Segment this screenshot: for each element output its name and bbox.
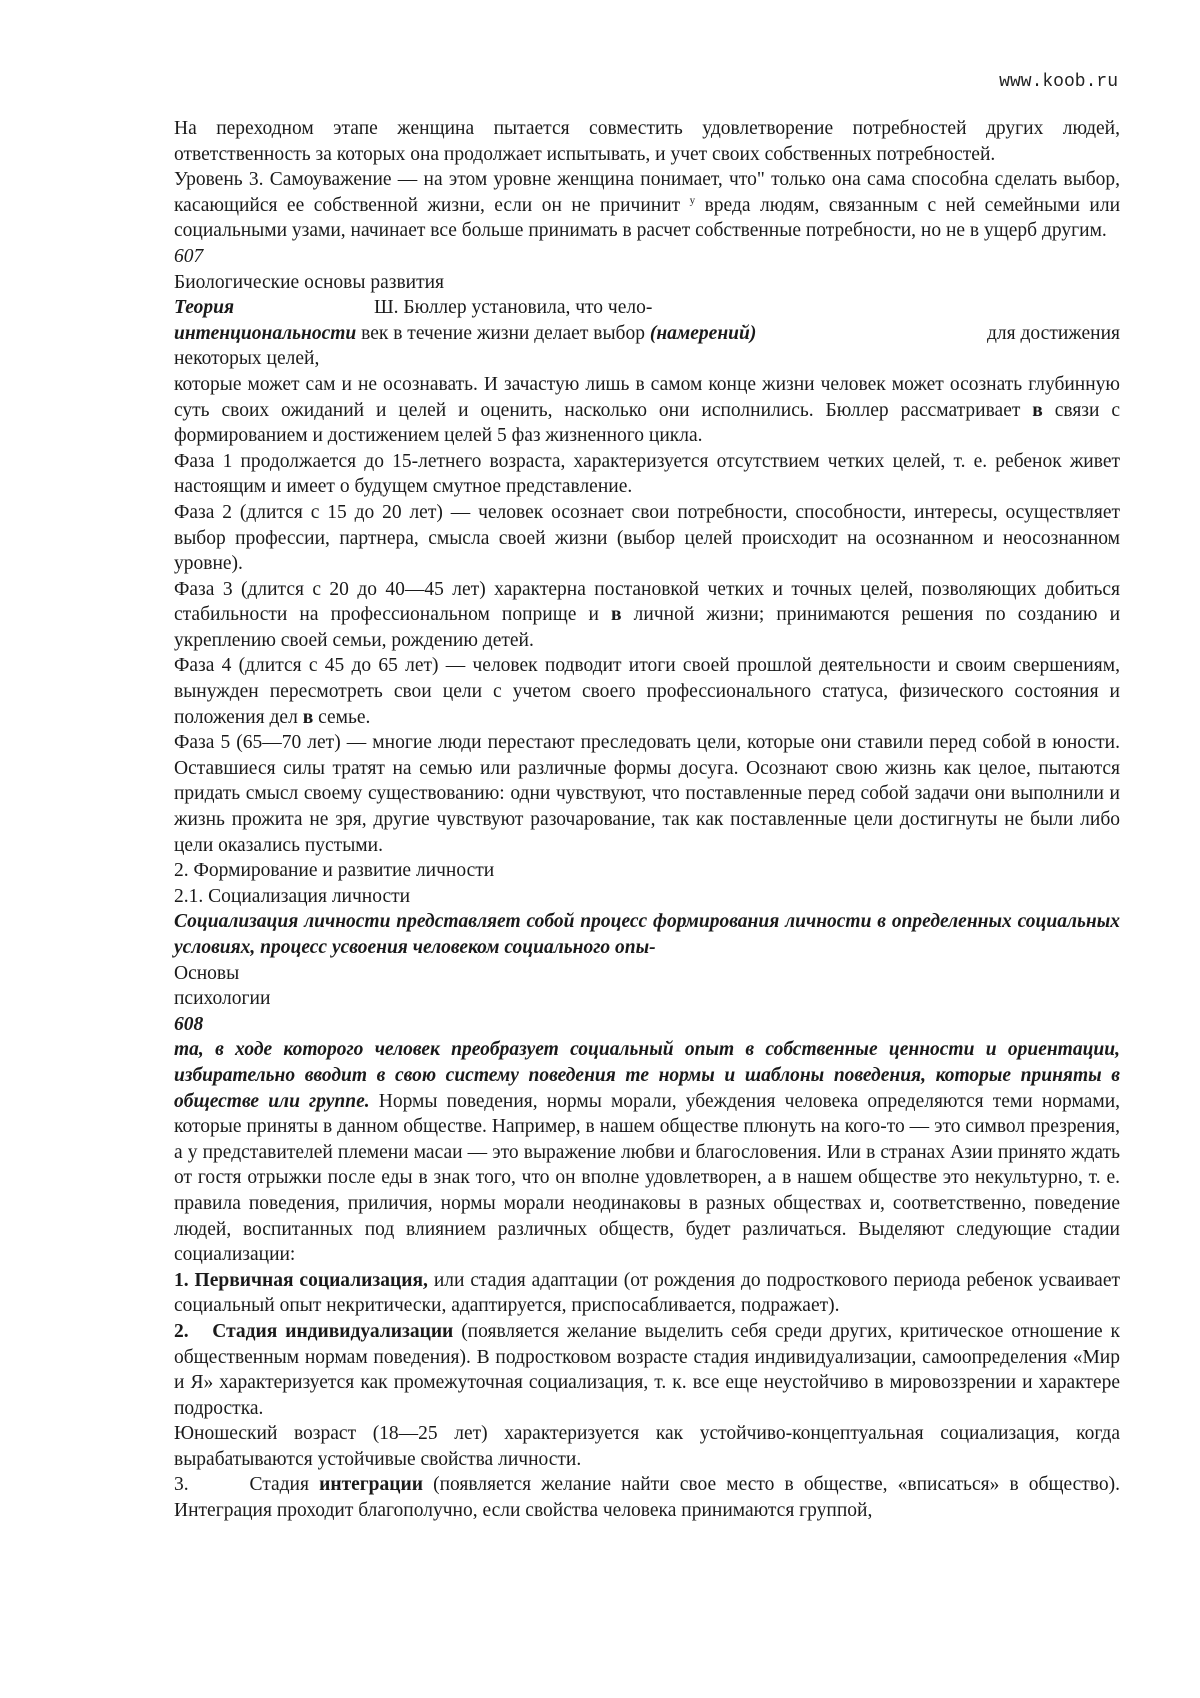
text-span: связи с формированием и достижением целей 5 фаз жизненного цикла. bbox=[174, 399, 1120, 447]
page-number: 607 bbox=[174, 245, 204, 267]
text-span: личной жизни; принимаются решения по созданию и укреплению своей семьи, рождению детей. bbox=[174, 604, 1121, 651]
text-span: Уровень 3. Самоуважение — на этом уровне женщина понимает, что" только она сама способна сделать выбор, касающийся ее собственной жизни, если он не причинит bbox=[174, 169, 1120, 216]
stage-title: интеграции bbox=[319, 1474, 423, 1496]
stage-title: Первичная социализация, bbox=[194, 1269, 428, 1291]
running-head: Биологические основы развития bbox=[174, 271, 445, 293]
intent-row bbox=[174, 321, 1120, 347]
paragraph-stage-1 bbox=[174, 1268, 1120, 1319]
paragraph-phase-5: Фаза 5 (65—70 лет) — многие люди перестают преследовать цели, которые они ставили перед собой в юности. Оставшиеся силы тратят на семью или различные формы досуга. Осознают свою жизнь как целое, пытаются придать смысл своему существованию: одни чувствуют, что поставленные перед собой задачи они выполнили и жизнь прожита не зря, другие чувствуют разочарование, так как поставленные цели достигнуты не были либо цели оказались пустыми. bbox=[174, 732, 1120, 856]
paragraph-youth: Юношеский возраст (18—25 лет) характеризуется как устойчиво-концептуальная социализация, когда вырабатываются устойчивые свойства личности. bbox=[174, 1423, 1120, 1470]
paragraph-phase-3 bbox=[174, 577, 1120, 654]
section-heading-2: 2. Формирование и развитие личности bbox=[174, 860, 495, 882]
paragraph-phase-2: Фаза 2 (длится с 15 до 20 лет) — человек осознает свои потребности, способности, интересы, осуществляет выбор профессии, партнера, смысла своей жизни (выбор целей происходит на осознанном и неосознанном уровне). bbox=[174, 501, 1120, 575]
paragraph-stage-2 bbox=[174, 1319, 1120, 1421]
superscript-mark: у bbox=[689, 194, 696, 207]
theory-text: Ш. Бюллер установила, что чело- bbox=[374, 297, 653, 319]
text-span: Нормы поведения, нормы морали, убеждения человека определяются теми нормами, которые приняты в данном обществе. Например, в нашем обществе плюнуть на кого-то — это символ презрения, а у представителей племени масаи — это выражение любви и благословения. Или в странах Азии принято ждать от гостя отрыжки после еды в знак того, что он вполне удовлетворен, а в нашем обществе это некультурно, т. е. правила поведения, приличия, нормы морали неодинаковы в разных обществах и, соответственно, поведение людей, воспитанных под влиянием различных обществ, будет различаться. Выделяют следующие стадии социализации: bbox=[174, 1090, 1121, 1266]
list-number: 2. bbox=[174, 1320, 189, 1342]
running-head-a: Основы bbox=[174, 962, 240, 984]
paragraph-buhler bbox=[174, 372, 1120, 449]
text-span: Фаза 3 (длится с 20 до 40—45 лет) характерна постановкой четких и точных целей, позволяющих добиться стабильности на профессиональном поприще и bbox=[174, 578, 1120, 626]
text-span: которые может сам и не осознавать. И зачастую лишь в самом конце жизни человек может осознать глубинную суть своих ожиданий и целей и оценить, насколько они исполнились. Бюллер рассматривает bbox=[174, 373, 1120, 421]
paragraph-transition: На переходном этапе женщина пытается совместить удовлетворение потребностей других людей, ответственность за которых она продолжает испытывать, и учет своих собственных потребностей. bbox=[174, 118, 1120, 165]
running-head-b: психологии bbox=[174, 988, 271, 1010]
intent-left bbox=[174, 321, 756, 347]
paragraph-definition-norms bbox=[174, 1037, 1120, 1267]
text-span: Фаза 4 (длится с 45 до 65 лет) — человек подводит итоги своей прошлой деятельности и своим свершениям, вынужден пересмотреть свои цели с учетом своего профессионального статуса, физического состояния и положения дел bbox=[174, 655, 1120, 728]
intent-label: интенциональности bbox=[174, 322, 357, 344]
text-span: или стадия адаптации (от рождения до подросткового периода ребенок усваивает социальный опыт некритически, адаптируется, приспосабливается, подражает). bbox=[174, 1269, 1120, 1317]
intent-paren: (намерений) bbox=[649, 322, 757, 344]
list-number: 3. bbox=[174, 1474, 189, 1496]
text-span: (появляется желание выделить себя среди других, критическое отношение к общественным нормам поведения). В подростковом возрасте стадия индивидуализации, самоопределения «Мир и Я» характеризуется как промежуточная социализация, т. к. все еще неустойчиво в мировоззрении и характере подростка. bbox=[174, 1320, 1121, 1419]
section-heading-2-1: 2.1. Социализация личности bbox=[174, 885, 411, 907]
intent-line-2: некоторых целей, bbox=[174, 348, 320, 370]
bold-letter: в bbox=[302, 706, 314, 728]
paragraph-phase-1: Фаза 1 продолжается до 15-летнего возраста, характеризуется отсутствием четких целей, т. е. ребенок живет настоящим и имеет о будущем смутное представление. bbox=[174, 450, 1120, 498]
definition-part-2: та, в ходе которого человек преобразует социальный опыт в собственные ценности и ориентации, избирательно вводит в свою систему поведения те нормы и шаблоны поведения, которые приняты в обществе или группе. bbox=[174, 1039, 1120, 1112]
intent-tail: для достижения bbox=[987, 322, 1120, 344]
stage-title: Стадия индивидуализации bbox=[212, 1320, 454, 1342]
text-span: семье. bbox=[318, 706, 371, 728]
document-body bbox=[174, 116, 1120, 1524]
theory-label: Теория bbox=[174, 297, 234, 319]
text-span: (появляется желание найти свое место в обществе, «вписаться» в общество). Интеграция проходит благополучно, если свойства человека принимаются группой, bbox=[174, 1474, 1121, 1522]
paragraph-level-3 bbox=[174, 167, 1120, 244]
definition-part-1: Социализация личности представляет собой процесс формирования личности в определенных социальных условиях, процесс усвоения человеком социального опы- bbox=[174, 911, 1120, 958]
paragraph-phase-4 bbox=[174, 653, 1120, 730]
list-number: 1. bbox=[174, 1269, 189, 1291]
text-span: Стадия bbox=[249, 1474, 309, 1496]
theory-heading-row bbox=[174, 295, 1120, 321]
bold-letter: в bbox=[611, 604, 622, 626]
paragraph-stage-3 bbox=[174, 1472, 1120, 1523]
bold-letter: в bbox=[1032, 399, 1043, 421]
page-number: 608 bbox=[174, 1013, 204, 1035]
intent-text: век в течение жизни делает выбор bbox=[361, 322, 645, 344]
site-url: www.koob.ru bbox=[999, 72, 1118, 92]
text-span: вреда людям, связанным с ней семейными или социальными узами, начинает все больше принимать в расчет собственные потребности, но не в ущерб другим. bbox=[174, 194, 1121, 242]
